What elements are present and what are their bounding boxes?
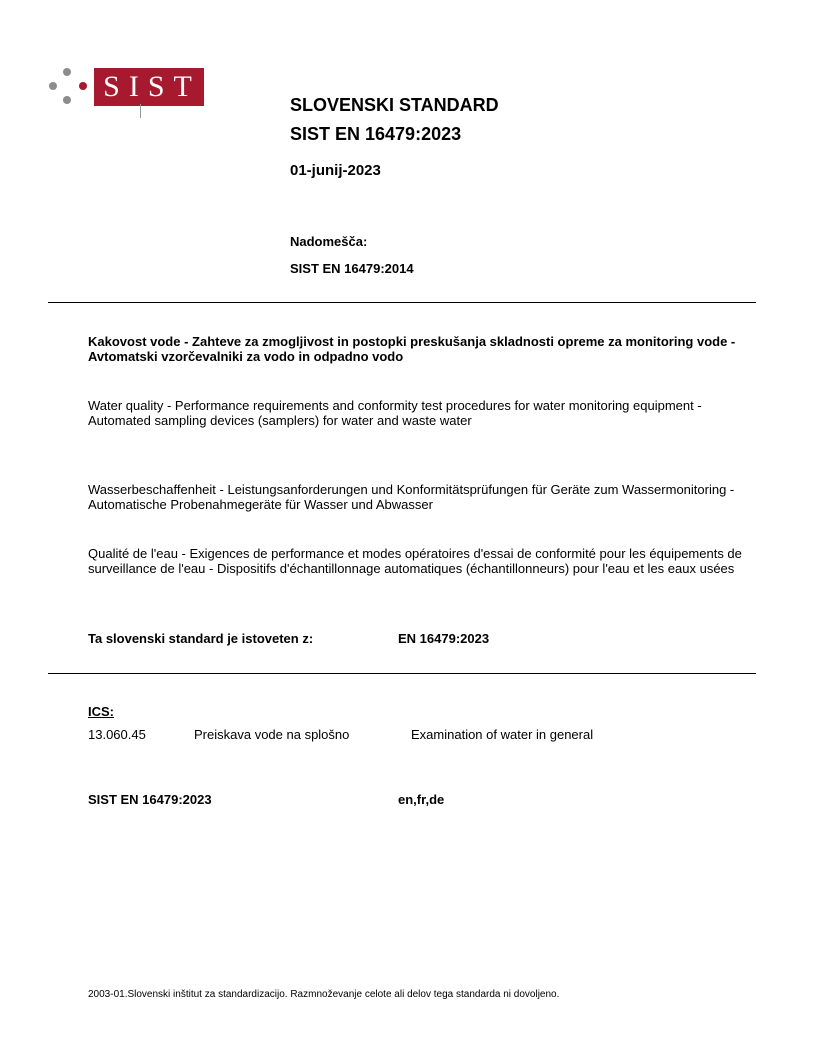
logo-text: SIST	[94, 68, 204, 106]
standard-type: SLOVENSKI STANDARD	[290, 95, 499, 115]
logo-dot-icon	[49, 82, 57, 90]
identical-label: Ta slovenski standard je istoveten z:	[88, 631, 314, 646]
divider	[48, 673, 756, 674]
ics-label: ICS:	[88, 704, 114, 719]
standard-number: SIST EN 16479:2023	[290, 124, 462, 144]
publication-date: 01-junij-2023	[290, 162, 381, 179]
logo-dot-icon	[63, 68, 71, 76]
supersedes-value: SIST EN 16479:2014	[290, 261, 414, 276]
summary-standard: SIST EN 16479:2023	[88, 792, 212, 807]
logo-divider	[140, 104, 141, 118]
title-french: Qualité de l'eau - Exigences de performance et modes opératoires d'essai de conformité pour les équipements de surveillance de l'eau - Dispositifs d'échantillonnage automatiques (échantillonneurs) pour l'eau et les eaux usées	[88, 546, 742, 576]
identical-value: EN 16479:2023	[398, 631, 490, 646]
divider	[48, 302, 756, 303]
copyright-footer: 2003-01.Slovenski inštitut za standardizacijo. Razmnoževanje celote ali delov tega standarda ni dovoljeno.	[88, 989, 560, 1000]
title-english: Water quality - Performance requirements and conformity test procedures for water monitoring equipment - Automated sampling devices (samplers) for water and waste water	[88, 398, 702, 428]
title-slovenian: Kakovost vode - Zahteve za zmogljivost in postopki preskušanja skladnosti opreme za monitoring vode - Avtomatski vzorčevalniki za vodo in odpadno vodo	[88, 334, 736, 364]
supersedes-label: Nadomešča:	[290, 234, 368, 249]
logo-dot-red-icon	[79, 82, 87, 90]
ics-description-en: Examination of water in general	[411, 727, 594, 742]
summary-languages: en,fr,de	[398, 792, 445, 807]
title-german: Wasserbeschaffenheit - Leistungsanforderungen und Konformitätsprüfungen für Geräte zum Wassermonitoring - Automatische Probenahmegeräte für Wasser und Abwasser	[88, 482, 735, 512]
ics-code: 13.060.45	[88, 727, 146, 742]
logo-dot-icon	[63, 96, 71, 104]
ics-description-sl: Preiskava vode na splošno	[194, 727, 350, 742]
